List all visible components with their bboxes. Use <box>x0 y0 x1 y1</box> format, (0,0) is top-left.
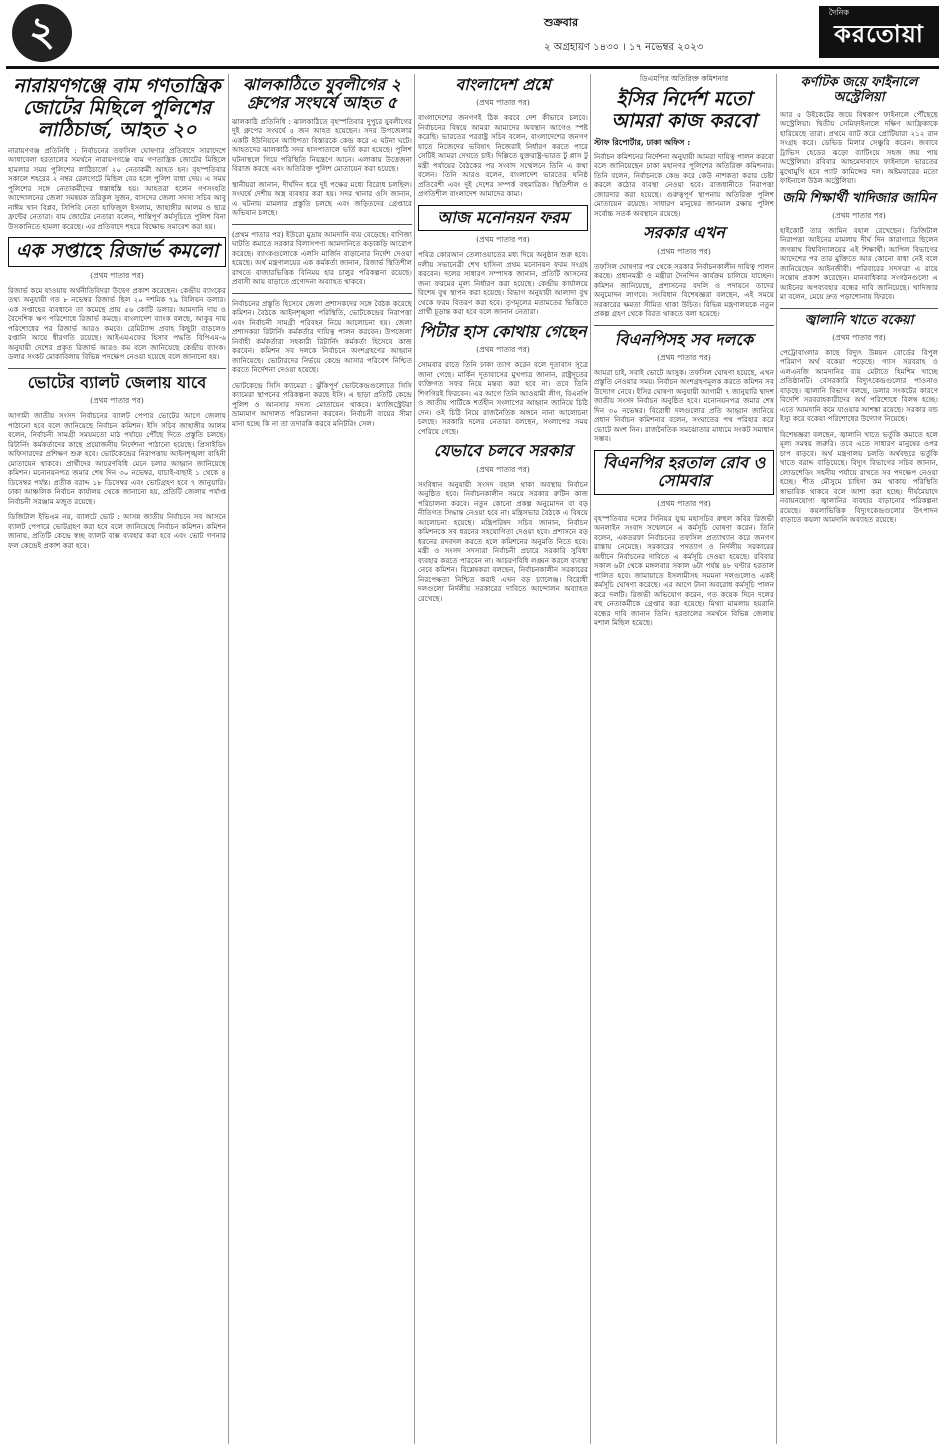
article-body: স্থানীয়রা জানান, দীর্ঘদিন ধরে দুই পক্ষের মধ্যে বিরোধ চলছিল। সংঘর্ষে দেশীয় অস্ত্র ব্যবহার করা হয়। সদর থানার ওসি জানান, এ ঘটনায় মামলার প্রস্তুতি চলছে এবং জড়িতদের গ্রেপ্তারে অভিযান চলছে। <box>232 179 412 218</box>
lead-line: ডিএমপির অতিরিক্ত কমিশনার <box>639 74 729 83</box>
issue-date: ২ অগ্রহায়ণ ১৪৩০ । ১৭ নভেম্বর ২০২৩ <box>544 42 704 53</box>
article-body: ঝালকাঠি প্রতিনিধি : ঝালকাঠিতে বৃহস্পতিবার দুপুরে যুবলীগের দুই গ্রুপের সংঘর্ষে ৫ জন আহত হয়েছেন। সদর উপজেলার একটি ইউনিয়নে আধিপত্য বিস্তারকে কেন্দ্র করে এ ঘটনা ঘটে। আহতদের ঝালকাঠি সদর হাসপাতালে ভর্তি করা হয়েছে। পুলিশ ঘটনাস্থলে গিয়ে পরিস্থিতি নিয়ন্ত্রণে আনে। এলাকায় উত্তেজনা বিরাজ করছে এবং অতিরিক্ত পুলিশ মোতায়েন করা হয়েছে। <box>232 116 412 174</box>
headline-hartal: বিএনপির হরতাল রোব ও সোমবার <box>594 450 774 495</box>
column-5 <box>780 74 938 1444</box>
continued-note: (প্রথম পাতার পর) <box>476 345 530 355</box>
article-body: পেট্রোবাংলার কাছে বিদ্যুৎ উন্নয়ন বোর্ডের বিপুল পরিমাণ অর্থ বকেয়া পড়েছে। গ্যাস সরবরাহ ও এলএনজি আমদানির ব্যয় মেটাতে হিমশিম খাচ্ছে প্রতিষ্ঠানটি। বেসরকারি বিদ্যুৎকেন্দ্রগুলোর পাওনাও বাড়ছে। জ্বালানি বিভাগ বলছে, ডলার সংকটের কারণে বিদেশি সরবরাহকারীদের অর্থ পরিশোধে বিলম্ব হচ্ছে। এতে আমদানি কমে যাওয়ার আশঙ্কা রয়েছে। সরকার বন্ড ইস্যু করে বকেয়া পরিশোধের উদ্যোগ নিয়েছে। <box>780 347 938 424</box>
article-body: (প্রথম পাতার পর) ইউরো মুদ্রায় আমদানি ব্যয় বেড়েছে। বাণিজ্য ঘাটতি কমাতে সরকার বিলাসপণ্য আমদানিতে কড়াকড়ি আরোপ করেছে। ব্যাংকগুলোকে এলসি মার্জিন বাড়ানোর নির্দেশ দেওয়া হয়েছে। অর্থ মন্ত্রণালয়ের এক কর্মকর্তা জানান, রিজার্ভ স্থিতিশীল রাখতে বাজারভিত্তিক বিনিময় হার চালুর পরিকল্পনা রয়েছে। প্রবাসী আয় বাড়াতে প্রণোদনা অব্যাহত থাকবে। <box>232 229 412 287</box>
headline-nomination: আজ মনোনয়ন ফরম <box>418 205 588 231</box>
article-body: সোমবার রাতে তিনি ঢাকা ত্যাগ করেন বলে দূতাবাস সূত্রে জানা গেছে। মার্কিন দূতাবাসের মুখপাত্র জানান, রাষ্ট্রদূতের ব্যক্তিগত সফর নিয়ে মন্তব্য করা হবে না। তবে তিনি শিগগিরই ফিরবেন। এর আগে তিনি আওয়ামী লীগ, বিএনপি ও জাতীয় পার্টিকে শর্তহীন সংলাপের আহ্বান জানিয়ে চিঠি দেন। ওই চিঠি নিয়ে রাজনৈতিক অঙ্গনে নানা আলোচনা চলছে। সরকারি দলের নেতারা বলছেন, সংলাপের সময় পেরিয়ে গেছে। <box>418 360 588 436</box>
separator <box>232 224 412 225</box>
headline-jhalakathi: ঝালকাঠিতে যুবলীগের ২ গ্রুপের সংঘর্ষে আহত ৫ <box>243 75 401 113</box>
column-3 <box>418 74 588 1444</box>
masthead-right <box>544 4 939 62</box>
article-body: ডিজিটাল ইভিএম নয়, ব্যালটে ভোট : আসন্ন জাতীয় নির্বাচনে সব আসনে ব্যালট পেপারে ভোটগ্রহণ করা হবে বলে জানিয়েছে নির্বাচন কমিশন। কমিশন জানায়, প্রতিটি কেন্দ্রে স্বচ্ছ ব্যালট বাক্স ব্যবহার করা হবে এবং ভোট গণনার ফল কেন্দ্রেই প্রকাশ করা হবে। <box>8 512 226 550</box>
continued-note: (প্রথম পাতার পর) <box>90 270 144 280</box>
headline-leftist-rally: নারায়ণগঞ্জে বাম গণতান্ত্রিক জোটের মিছিলে পুলিশের লাঠিচার্জ, আহত ২০ <box>13 75 221 141</box>
article-body: আমরা চাই, সবাই ভোটে আসুক। তফসিল ঘোষণা হয়েছে, এখন প্রস্তুতি নেওয়ার সময়। নির্বাচন অংশগ্রহণমূলক করতে কমিশন সব উদ্যোগ নেবে। ইসির ঘোষণা অনুযায়ী আগামী ৭ জানুয়ারি দ্বাদশ জাতীয় সংসদ নির্বাচন অনুষ্ঠিত হবে। মনোনয়নপত্র জমার শেষ দিন ৩০ নভেম্বর। বিরোধী দলগুলোর প্রতি আহ্বান জানিয়ে প্রধান নির্বাচন কমিশনার বলেন, সংঘাতের পথ পরিহার করে ভোটে অংশ নিন। রাজনৈতিক সমঝোতার মাধ্যমে সংকট সমাধান সম্ভব। <box>594 367 774 444</box>
headline-govt-now: সরকার এখন <box>643 223 725 243</box>
continued-note: (প্রথম পাতার পর) <box>832 210 886 220</box>
column-divider <box>228 74 229 1444</box>
continued-note: (প্রথম পাতার পর) <box>90 396 144 406</box>
article-body: নির্বাচন কমিশনের নির্দেশনা অনুযায়ী আমরা দায়িত্ব পালন করবো বলে জানিয়েছেন ঢাকা মহানগর পুলিশের অতিরিক্ত কমিশনার। তিনি বলেন, নির্বাচনকে কেন্দ্র করে কেউ নাশকতা করার চেষ্টা করলে কঠোর ব্যবস্থা নেওয়া হবে। রাজধানীতে নিরাপত্তা জোরদার করা হয়েছে। গুরুত্বপূর্ণ স্থাপনায় অতিরিক্ত পুলিশ মোতায়েন রয়েছে। সাধারণ মানুষের জানমাল রক্ষায় পুলিশ সর্বোচ্চ সতর্ক অবস্থানে রয়েছে। <box>594 151 774 218</box>
headline-reserve: এক সপ্তাহে রিজার্ভ কমলো <box>8 237 226 267</box>
masthead-rule <box>6 66 939 69</box>
article-body: ভোটকেন্দ্রে সিসি ক্যামেরা : ঝুঁকিপূর্ণ ভোটকেন্দ্রগুলোতে সিসি ক্যামেরা স্থাপনের পরিকল্পনা করছে ইসি। এ ছাড়া প্রতিটি কেন্দ্রে পুলিশ ও আনসার সদস্য মোতায়েন থাকবে। ম্যাজিস্ট্রেটরা ভ্রাম্যমাণ আদালত পরিচালনা করবেন। নির্বাচনী ব্যয়ের সীমা মানা হচ্ছে কি না তা তদারকি করবে মনিটরিং সেল। <box>232 380 412 428</box>
headline-ec-directive: ইসির নির্দেশ মতো আমরা কাজ করবো <box>611 88 757 132</box>
logo-text: করতোয়া <box>834 19 924 48</box>
column-4 <box>594 74 774 1444</box>
continued-note: (প্রথম পাতার পর) <box>657 246 711 256</box>
continued-note: (প্রথম পাতার পর) <box>476 235 530 245</box>
article-body: বৃহস্পতিবার দলের সিনিয়র যুগ্ম মহাসচিব রুহুল কবির রিজভী অনলাইন সংবাদ সম্মেলনে এ কর্মসূচি ঘোষণা করেন। তিনি বলেন, একতরফা নির্বাচনের তফসিল প্রত্যাখ্যান করে জনগণ রাস্তায় নেমেছে। সরকারের পদত্যাগ ও নির্দলীয় সরকারের অধীনে নির্বাচনের দাবিতে এ কর্মসূচি দেওয়া হয়েছে। রবিবার সকাল ৬টা থেকে মঙ্গলবার সকাল ৬টা পর্যন্ত ৪৮ ঘণ্টার হরতাল পালিত হবে। জামায়াতে ইসলামীসহ সমমনা দলগুলোও একই কর্মসূচি ঘোষণা করেছে। এর আগে টানা অবরোধ কর্মসূচি পালন করে দলটি। রিজভী অভিযোগ করেন, গত কয়েক দিনে দলের বহু নেতাকর্মীকে গ্রেপ্তার করা হয়েছে। মিথ্যা মামলায় হয়রানি বন্ধের দাবি জানান তিনি। হরতালের সমর্থনে বিভিন্ন জেলায় মশাল মিছিল হয়েছে। <box>594 513 774 628</box>
article-body: নির্বাচনের প্রস্তুতি হিসেবে জেলা প্রশাসকদের সঙ্গে বৈঠক করেছে কমিশন। বৈঠকে আইনশৃঙ্খলা পরিস্থিতি, ভোটকেন্দ্রের নিরাপত্তা এবং নির্বাচনী সামগ্রী পরিবহন নিয়ে আলোচনা হয়। জেলা প্রশাসকরা রিটার্নিং কর্মকর্তার দায়িত্ব পালন করবেন। উপজেলা নির্বাহী কর্মকর্তারা সহকারী রিটার্নিং কর্মকর্তা হিসেবে কাজ করবেন। কমিশন সব দলকে নির্বাচনে অংশগ্রহণের আহ্বান জানিয়েছে। ভোটারদের নির্ভয়ে কেন্দ্রে আসার পরিবেশ নিশ্চিত করতে নির্দেশনা দেওয়া হয়েছে। <box>232 298 412 375</box>
continued-note: (প্রথম পাতার পর) <box>476 464 530 474</box>
headline-govt-run: যেভাবে চলবে সরকার <box>433 441 573 461</box>
headline-energy-arrears: জ্বালানি খাতে বকেয়া <box>804 312 914 328</box>
byline: স্টাফ রিপোর্টার, ঢাকা অফিস : <box>594 136 691 147</box>
headline-ballot: ভোটের ব্যালট জেলায় যাবে <box>27 372 207 392</box>
article-body: বাংলাদেশের জনগণই ঠিক করবে দেশ কীভাবে চলবে। নির্বাচনের বিষয়ে আমরা আমাদের অবস্থান আগেও স্পষ্ট করেছি। ভারতের পররাষ্ট্র সচিব বলেন, বাংলাদেশের জনগণ যাতে নিজেদের ভবিষ্যৎ নিজেরাই নির্ধারণ করতে পারে সেটিই আমরা দেখতে চাই। দিল্লিতে যুক্তরাষ্ট্র-ভারত টু প্লাস টু মন্ত্রী পর্যায়ের বৈঠকের পর সংবাদ সম্মেলনে তিনি এ কথা বলেন। তিনি আরও বলেন, বাংলাদেশ ভারতের ঘনিষ্ঠ প্রতিবেশী এবং দুই দেশের সম্পর্ক বহুমাত্রিক। স্থিতিশীল ও প্রগতিশীল বাংলাদেশ আমাদের কাম্য। <box>418 113 588 199</box>
article-body: হাইকোর্ট তার জামিন বহাল রেখেছেন। ডিজিটাল নিরাপত্তা আইনের মামলায় দীর্ঘ দিন কারাগারে ছিলেন জগন্নাথ বিশ্ববিদ্যালয়ের এই শিক্ষার্থী। আপিল বিভাগের আদেশের পর তার মুক্তিতে আর কোনো বাধা নেই বলে জানিয়েছেন আইনজীবী। পরিবারের সদস্যরা এ রায়ে সন্তোষ প্রকাশ করেছেন। মানবাধিকার সংগঠনগুলো এ আইনের অপব্যবহার বন্ধের দাবি জানিয়েছে। খাদিজার মা বলেন, মেয়ে দ্রুত পড়াশোনায় ফিরবে। <box>780 225 938 302</box>
column-divider <box>414 74 415 1444</box>
headline-bangladesh-question: বাংলাদেশ প্রশ্নে <box>455 75 551 94</box>
headline-khadija-bail: জমি শিক্ষার্থী খাদিজার জামিন <box>782 190 936 206</box>
article-body: বিশেষজ্ঞরা বলছেন, জ্বালানি খাতে ভর্তুকি কমাতে হলে মূল্য সমন্বয় জরুরি। তবে এতে সাধারণ মানুষের ওপর চাপ বাড়বে। অর্থ মন্ত্রণালয় চলতি অর্থবছরে ভর্তুকি খাতে বরাদ্দ বাড়িয়েছে। বিদ্যুৎ বিভাগের সচিব জানান, লোডশেডিং সহনীয় পর্যায়ে রাখতে সব পদক্ষেপ নেওয়া হচ্ছে। শীত মৌসুমে চাহিদা কম থাকায় পরিস্থিতি স্বাভাবিক থাকবে বলে আশা করা হচ্ছে। দীর্ঘমেয়াদে নবায়নযোগ্য জ্বালানির ব্যবহার বাড়ানোর পরিকল্পনা রয়েছে। কয়লাভিত্তিক বিদ্যুৎকেন্দ্রগুলোর উৎপাদন বাড়াতে কয়লা আমদানি অব্যাহত রয়েছে। <box>780 429 938 525</box>
column-divider <box>776 74 777 1444</box>
article-body: পবিত্র কোরআন তেলাওয়াতের মধ্য দিয়ে অনুষ্ঠান শুরু হবে। দলীয় সভানেত্রী শেখ হাসিনা প্রথম মনোনয়ন ফরম সংগ্রহ করবেন। দলের সাধারণ সম্পাদক জানান, প্রতিটি আসনের জন্য ফরমের মূল্য নির্ধারণ করা হয়েছে। কেন্দ্রীয় কার্যালয়ে বিশেষ বুথ স্থাপন করা হয়েছে। বিভাগ অনুযায়ী আলাদা বুথ থেকে ফরম বিতরণ করা হবে। তৃণমূলের মতামতের ভিত্তিতে প্রার্থী চূড়ান্ত করা হবে বলে জানান নেতারা। <box>418 250 588 317</box>
article-body: আর ৫ উইকেটের জয়ে বিশ্বকাপ ফাইনালে পৌঁছেছে অস্ট্রেলিয়া। দ্বিতীয় সেমিফাইনালে দক্ষিণ আফ্রিকাকে হারিয়েছে তারা। প্রথমে ব্যাট করে প্রোটিয়ারা ২১২ রান সংগ্রহ করে। ডেভিড মিলার সেঞ্চুরি করেন। জবাবে ট্রাভিস হেডের ঝড়ো ব্যাটিংয়ে সহজ জয় পায় অস্ট্রেলিয়া। রবিবার আহমেদাবাদে ফাইনালে ভারতের মুখোমুখি হবে প্যাট কামিন্সের দল। অষ্টমবারের মতো ফাইনালে উঠল অস্ট্রেলিয়া। <box>780 109 938 186</box>
masthead <box>6 4 939 64</box>
article-body: আগামী জাতীয় সংসদ নির্বাচনের ব্যালট পেপার ভোটের আগে জেলায় পাঠানো হবে বলে জানিয়েছে নির্বাচন কমিশন। ইসি সচিব জাহাঙ্গীর আলম বলেন, নির্বাচনী সামগ্রী সময়মতো মাঠ পর্যায়ে পৌঁছে দিতে প্রস্তুতি চলছে। রিটার্নিং কর্মকর্তাদের কাছে প্রয়োজনীয় নির্দেশনা পাঠানো হয়েছে। প্রিসাইডিং অফিসারদের প্রশিক্ষণ শুরু হবে। ভোটকেন্দ্রের নিরাপত্তায় আইনশৃঙ্খলা বাহিনী মোতায়েন থাকবে। প্রার্থীদের আচরণবিধি মেনে চলার আহ্বান জানিয়েছে কমিশন। মনোনয়নপত্র জমার শেষ দিন ৩০ নভেম্বর, যাচাই-বাছাই ১ থেকে ৪ ডিসেম্বর পর্যন্ত। প্রতীক বরাদ্দ ১৮ ডিসেম্বর এবং ভোটগ্রহণ হবে ৭ জানুয়ারি। ঢাকা আঞ্চলিক নির্বাচন কার্যালয় থেকে জানানো হয়, প্রতিটি জেলায় পর্যাপ্ত নির্বাচনী সরঞ্জাম মজুত রয়েছে। <box>8 411 226 506</box>
article-body: নারায়ণগঞ্জ প্রতিনিধি : নির্বাচনের তফসিল ঘোষণার প্রতিবাদে সারাদেশে আধাবেলা হরতালের সমর্থনে নারায়ণগঞ্জে বাম গণতান্ত্রিক জোটের মিছিলে হামলার সময় পুলিশের লাঠিচার্জে ২০ নেতাকর্মী আহত হন। বৃহস্পতিবার সকালে শহরের ২ নম্বর রেলগেটে মিছিল বের হলে পুলিশ বাধা দেয়। এ সময় পুলিশের সঙ্গে নেতাকর্মীদের ধস্তাধস্তি হয়। আহতরা হলেন গণসংহতি আন্দোলনের জেলা সমন্বয়ক তরিকুল সুজন, বাসদের জেলা সদস্য সচিব আবু নাঈম খান বিপ্লব, সিপিবি নেতা হাফিজুল ইসলাম, জাহাঙ্গীর আলম ও ছাত্র ফ্রন্টের নেতারা। বাম জোটের নেতারা বলেন, শান্তিপূর্ণ কর্মসূচিতে পুলিশ বিনা উসকানিতে হামলা করেছে। এর প্রতিবাদে শহরে বিক্ষোভ সমাবেশ করা হয়। <box>8 145 226 231</box>
separator <box>232 293 412 294</box>
continued-note: (প্রথম পাতার পর) <box>476 98 530 108</box>
headline-australia-final: কর্ণাটক জয়ে ফাইনালে অস্ট্রেলিয়া <box>800 75 918 105</box>
headline-peter-haas: পিটার হাস কোথায় গেছেন <box>419 321 587 341</box>
separator <box>594 325 774 326</box>
continued-note: (প্রথম পাতার পর) <box>832 332 886 342</box>
continued-note: (প্রথম পাতার পর) <box>657 498 711 508</box>
column-1 <box>8 74 226 1444</box>
column-divider <box>590 74 591 1444</box>
issue-day: শুক্রবার <box>544 16 579 29</box>
article-body: তফসিল ঘোষণার পর থেকে সরকার নির্বাচনকালীন দায়িত্ব পালন করছে। প্রধানমন্ত্রী ও মন্ত্রীরা দৈনন্দিন কার্যক্রম চালিয়ে যাচ্ছেন। কমিশন জানিয়েছে, প্রশাসনের বদলি ও পদায়নে তাদের অনুমোদন লাগবে। সংবিধান বিশেষজ্ঞরা বলছেন, এই সময়ে সরকারের ক্ষমতা সীমিত থাকা উচিত। বিভিন্ন মন্ত্রণালয়কে নতুন প্রকল্প গ্রহণ থেকে বিরত থাকতে বলা হয়েছে। <box>594 261 774 319</box>
page-number: ২ <box>12 4 72 62</box>
logo-prefix: দৈনিক <box>828 8 849 17</box>
headline-all-parties: বিএনপিসহ সব দলকে <box>614 329 754 349</box>
continued-note: (প্রথম পাতার পর) <box>657 352 711 362</box>
separator <box>780 308 938 309</box>
column-2 <box>232 74 412 1444</box>
article-body: সংবিধান অনুযায়ী সংসদ বহাল থাকা অবস্থায় নির্বাচন অনুষ্ঠিত হবে। নির্বাচনকালীন সময়ে সরকার রুটিন কাজ পরিচালনা করবে। নতুন কোনো প্রকল্প অনুমোদন বা বড় নীতিগত সিদ্ধান্ত নেওয়া হবে না। মন্ত্রিসভার বৈঠকে এ বিষয়ে আলোচনা হয়েছে। মন্ত্রিপরিষদ সচিব জানান, নির্বাচন কমিশনকে সব ধরনের সহযোগিতা দেওয়া হবে। প্রশাসনে বড় ধরনের রদবদল করতে হলে কমিশনের অনুমতি নিতে হবে। মন্ত্রী ও সংসদ সদস্যরা নির্বাচনী প্রচারে সরকারি সুবিধা ব্যবহার করতে পারবেন না। আচরণবিধি লঙ্ঘন করলে ব্যবস্থা নেবে কমিশন। বিশ্লেষকরা বলছেন, নির্বাচনকালীন সরকারের নিরপেক্ষতা নিশ্চিত করাই এখন বড় চ্যালেঞ্জ। বিরোধী দলগুলো নির্দলীয় সরকারের দাবিতে আন্দোলন অব্যাহত রেখেছে। <box>418 479 588 603</box>
separator <box>8 368 226 369</box>
article-body: রিজার্ভ কমে যাওয়ায় অর্থনীতিবিদরা উদ্বেগ প্রকাশ করেছেন। কেন্দ্রীয় ব্যাংকের তথ্য অনুযায়ী গত ৮ নভেম্বর রিজার্ভ ছিল ২০ দশমিক ৭৯ বিলিয়ন ডলার। এক সপ্তাহের ব্যবধানে তা কমেছে প্রায় ৫৬ কোটি ডলার। আমদানি দায় ও বৈদেশিক ঋণ পরিশোধে রিজার্ভ কমছে। বাংলাদেশ ব্যাংক বলছে, আকুর দায় পরিশোধের পর রিজার্ভ আরও কমবে। রেমিট্যান্স প্রবাহ কিছুটা বাড়লেও রপ্তানি আয়ে ধীরগতি রয়েছে। আইএমএফের হিসাব পদ্ধতি বিপিএম-৬ অনুযায়ী দেশের প্রকৃত রিজার্ভ আরও কম বলে জানিয়েছে কেন্দ্রীয় ব্যাংক। ডলার সংকট মোকাবিলায় বিভিন্ন পদক্ষেপ নেওয়া হয়েছে বলে জানানো হয়। <box>8 285 226 362</box>
